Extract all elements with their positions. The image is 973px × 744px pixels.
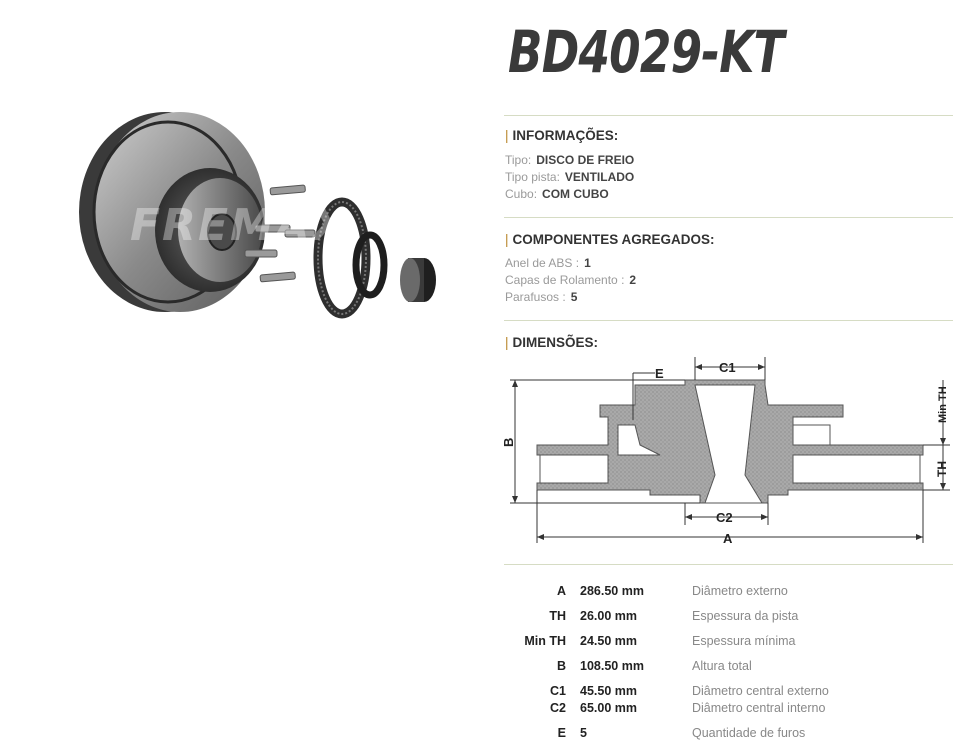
product-image [70,100,470,340]
component-row-parafusos: Parafusos : 5 [505,290,578,304]
divider [504,320,953,321]
label-e: E [655,366,664,381]
dimension-diagram [500,355,960,550]
accent-bar-icon: | [505,335,509,350]
label-min-th: Min TH [937,386,949,423]
info-row-tipo: Tipo: DISCO DE FREIO [505,153,635,167]
section-header-informacoes: | INFORMAÇÕES: [505,128,619,143]
divider [504,115,953,116]
dimension-row: C1 45.50 mm Diâmetro central externo [550,684,829,698]
section-header-dimensoes: | DIMENSÕES: [505,335,599,350]
section-header-componentes: | COMPONENTES AGREGADOS: [505,232,715,247]
component-row-abs: Anel de ABS : 1 [505,256,591,270]
component-row-rolamento: Capas de Rolamento : 2 [505,273,637,287]
label-a: A [723,531,733,546]
accent-bar-icon: | [505,128,509,143]
label-b: B [501,437,516,447]
brand-watermark: FREMAX [130,200,348,251]
dimension-row: B 108.50 mm Altura total [556,659,752,673]
dimension-row: C2 65.00 mm Diâmetro central interno [550,701,826,715]
label-th: TH [935,461,949,477]
product-code-title: BD4029-KT [508,18,784,86]
divider [504,564,953,565]
bearing-cup-2 [400,258,420,302]
divider [504,217,953,218]
info-row-cubo: Cubo: COM CUBO [505,187,609,201]
accent-bar-icon: | [505,232,509,247]
dimension-row: A 286.50 mm Diâmetro externo [556,584,788,598]
dimension-row: TH 26.00 mm Espessura da pista [549,609,799,623]
info-row-tipo-pista: Tipo pista: VENTILADO [505,170,635,184]
dimension-row: E 5 Quantidade de furos [557,726,806,740]
dimension-row: Min TH 24.50 mm Espessura mínima [524,634,796,648]
label-c2: C2 [716,510,733,525]
label-c1: C1 [719,360,736,375]
